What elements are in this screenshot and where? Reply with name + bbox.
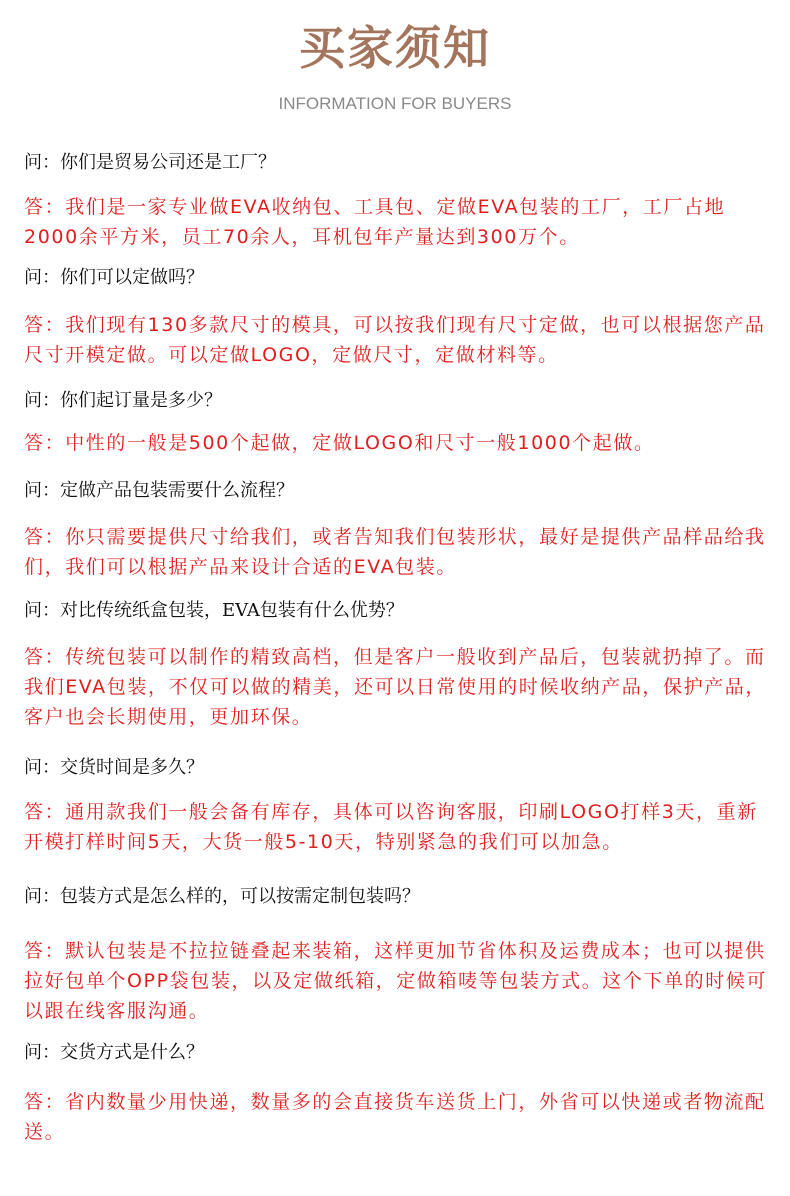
faq-answer-3: 答：中性的一般是500个起做，定做LOGO和尺寸一般1000个起做。 bbox=[24, 432, 655, 454]
faq-answer-7: 答：默认包装是不拉拉链叠起来装箱，这样更加节省体积及运费成本；也可以提供拉好包单个OPP袋包装，以及定做纸箱，定做箱唛等包装方式。这个下单的时候可以跟在线客服沟通。 bbox=[24, 940, 768, 1022]
page-title: 买家须知 bbox=[299, 21, 491, 75]
faq-answer-8: 答：省内数量少用快递，数量多的会直接货车送货上门，外省可以快递或者物流配送。 bbox=[24, 1091, 766, 1143]
faq-answer-5: 答：传统包装可以制作的精致高档，但是客户一般收到产品后，包装就扔掉了。而我们EVA包装，不仅可以做的精美，还可以日常使用的时候收纳产品，保护产品，客户也会长期使用，更加环保。 bbox=[24, 646, 766, 728]
faq-answer-2: 答：我们现有130多款尺寸的模具，可以按我们现有尺寸定做，也可以根据您产品尺寸开模定做。可以定做LOGO，定做尺寸，定做材料等。 bbox=[24, 314, 766, 366]
faq-question-6: 问：交货时间是多久？ bbox=[24, 757, 204, 778]
page-subtitle: INFORMATION FOR BUYERS bbox=[278, 94, 512, 113]
faq-answer-6: 答：通用款我们一般会备有库存，具体可以咨询客服，印刷LOGO打样3天，重新开模打样时间5天，大货一般5-10天，特别紧急的我们可以加急。 bbox=[24, 801, 758, 853]
faq-answer-4: 答：你只需要提供尺寸给我们，或者告知我们包装形状，最好是提供产品样品给我们，我们可以根据产品来设计合适的EVA包装。 bbox=[24, 526, 766, 578]
faq-question-3: 问：你们起订量是多少？ bbox=[24, 390, 222, 411]
faq-question-1: 问：你们是贸易公司还是工厂？ bbox=[24, 152, 276, 173]
faq-question-4: 问：定做产品包装需要什么流程？ bbox=[24, 480, 294, 501]
faq-question-8: 问：交货方式是什么？ bbox=[24, 1042, 204, 1063]
faq-question-5: 问：对比传统纸盒包装，EVA包装有什么优势？ bbox=[24, 600, 404, 621]
faq-answer-1: 答：我们是一家专业做EVA收纳包、工具包、定做EVA包装的工厂，工厂占地2000余平方米，员工70余人，耳机包年产量达到300万个。 bbox=[24, 196, 726, 248]
faq-question-7: 问：包装方式是怎么样的，可以按需定制包装吗？ bbox=[24, 886, 420, 907]
faq-question-2: 问：你们可以定做吗？ bbox=[24, 267, 204, 288]
